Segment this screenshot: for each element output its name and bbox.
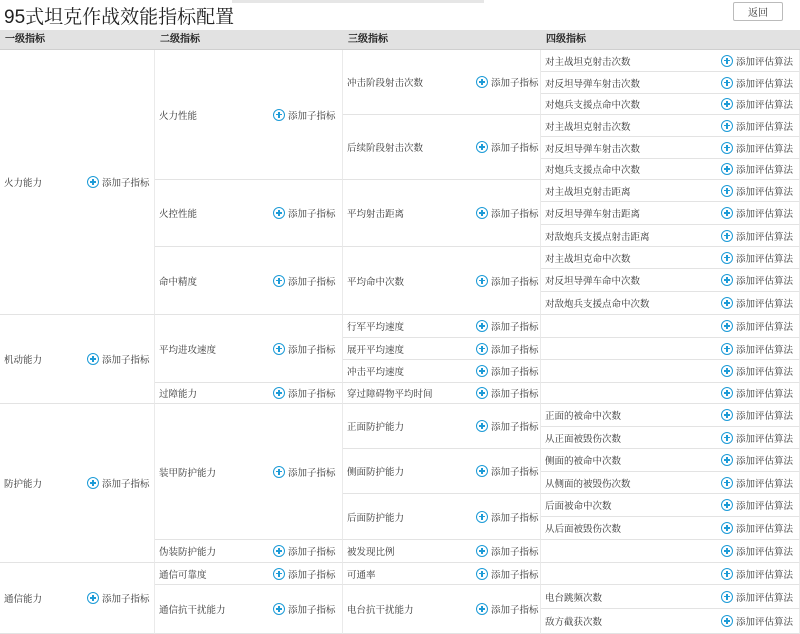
add-button-label: 添加子指标 bbox=[491, 322, 539, 333]
add-algorithm-button[interactable] bbox=[721, 296, 793, 310]
level3-label: 行军平均速度 bbox=[347, 322, 405, 333]
level4-cell bbox=[541, 585, 800, 609]
level2-label: 火控性能 bbox=[159, 209, 198, 220]
top-scroll-indicator bbox=[232, 0, 484, 3]
add-button-label: 添加子指标 bbox=[491, 547, 539, 558]
add-button-label: 添加评估算法 bbox=[736, 299, 794, 310]
plus-circle-icon bbox=[721, 320, 733, 332]
add-button-label: 添加评估算法 bbox=[736, 276, 794, 287]
level3-label: 冲击平均速度 bbox=[347, 367, 405, 378]
add-button-label: 添加评估算法 bbox=[736, 592, 794, 604]
add-button-label: 添加评估算法 bbox=[736, 524, 794, 535]
level4-cell bbox=[541, 517, 800, 540]
plus-circle-icon bbox=[476, 365, 488, 377]
back-button[interactable]: 返回 bbox=[733, 2, 783, 21]
level3-cell bbox=[343, 449, 541, 494]
level2-label: 命中精度 bbox=[159, 276, 198, 288]
add-sub-indicator-button[interactable] bbox=[87, 175, 150, 189]
level1-label: 机动能力 bbox=[4, 355, 43, 366]
plus-circle-icon bbox=[273, 207, 285, 219]
add-sub-indicator-button[interactable] bbox=[87, 591, 150, 605]
header-level4: 四级指标 bbox=[546, 34, 586, 45]
add-algorithm-button[interactable] bbox=[721, 431, 793, 445]
add-button-label: 添加子指标 bbox=[288, 276, 336, 288]
plus-circle-icon bbox=[721, 120, 733, 132]
plus-circle-icon bbox=[721, 477, 733, 489]
level2-cell bbox=[155, 585, 343, 634]
level3-label: 可通率 bbox=[347, 569, 376, 581]
level3-cell bbox=[343, 360, 541, 383]
add-button-label: 添加评估算法 bbox=[736, 253, 794, 265]
level3-cell bbox=[343, 540, 541, 563]
add-algorithm-button[interactable] bbox=[721, 342, 793, 356]
level4-label: 从后面被毁伤次数 bbox=[545, 524, 622, 535]
level3-cell bbox=[343, 180, 541, 247]
level2-cell bbox=[155, 50, 343, 180]
add-button-label: 添加评估算法 bbox=[736, 478, 794, 490]
level2-cell bbox=[155, 383, 343, 404]
header-level2: 二级指标 bbox=[160, 34, 200, 45]
plus-circle-icon bbox=[273, 387, 285, 399]
level4-label: 侧面的被命中次数 bbox=[545, 456, 622, 467]
level2-label: 装甲防护能力 bbox=[159, 467, 217, 479]
add-button-label: 添加子指标 bbox=[491, 276, 539, 288]
level4-cell bbox=[541, 72, 800, 94]
plus-circle-icon bbox=[476, 141, 488, 153]
level3-cell bbox=[343, 383, 541, 404]
level4-label: 对敌炮兵支援点射击距离 bbox=[545, 231, 650, 243]
level3-cell bbox=[343, 315, 541, 338]
plus-circle-icon bbox=[721, 387, 733, 399]
add-button-label: 添加子指标 bbox=[491, 389, 539, 400]
level4-label: 对主战坦克射击次数 bbox=[545, 56, 631, 68]
add-algorithm-button[interactable] bbox=[721, 273, 793, 287]
add-button-label: 添加子指标 bbox=[288, 344, 336, 356]
level4-label: 从正面被毁伤次数 bbox=[545, 433, 622, 445]
add-button-label: 添加评估算法 bbox=[736, 143, 794, 155]
level4-cell bbox=[541, 563, 800, 585]
add-algorithm-button[interactable] bbox=[721, 614, 793, 628]
plus-circle-icon bbox=[476, 387, 488, 399]
add-algorithm-button[interactable] bbox=[721, 453, 793, 467]
add-button-label: 添加子指标 bbox=[102, 355, 150, 366]
level4-label: 对反坦导弹车射击次数 bbox=[545, 78, 641, 90]
plus-circle-icon bbox=[721, 615, 733, 627]
level4-label: 对炮兵支援点命中次数 bbox=[545, 100, 641, 111]
add-algorithm-button[interactable] bbox=[721, 590, 793, 604]
add-button-label: 添加评估算法 bbox=[736, 100, 794, 111]
level4-cell bbox=[541, 494, 800, 517]
level4-label: 对主战坦克命中次数 bbox=[545, 253, 631, 265]
level4-label: 对主战坦克射击次数 bbox=[545, 121, 631, 133]
add-button-label: 添加子指标 bbox=[102, 479, 150, 490]
plus-circle-icon bbox=[476, 207, 488, 219]
add-algorithm-button[interactable] bbox=[721, 319, 793, 333]
plus-circle-icon bbox=[476, 511, 488, 523]
add-algorithm-button[interactable] bbox=[721, 119, 793, 133]
level4-label: 对炮兵支援点命中次数 bbox=[545, 165, 641, 176]
level4-label: 对反坦导弹车命中次数 bbox=[545, 276, 641, 287]
plus-circle-icon bbox=[721, 545, 733, 557]
plus-circle-icon bbox=[476, 343, 488, 355]
level2-cell bbox=[155, 540, 343, 563]
plus-circle-icon bbox=[476, 603, 488, 615]
add-sub-indicator-button[interactable] bbox=[273, 108, 336, 122]
plus-circle-icon bbox=[721, 568, 733, 580]
level2-cell bbox=[155, 247, 343, 315]
plus-circle-icon bbox=[476, 420, 488, 432]
add-sub-indicator-button[interactable] bbox=[476, 364, 539, 378]
add-algorithm-button[interactable] bbox=[721, 184, 793, 198]
plus-circle-icon bbox=[721, 98, 733, 110]
add-button-label: 添加子指标 bbox=[288, 569, 336, 581]
add-button-label: 添加子指标 bbox=[491, 569, 539, 581]
plus-circle-icon bbox=[476, 568, 488, 580]
add-button-label: 添加评估算法 bbox=[736, 231, 794, 243]
add-button-label: 添加子指标 bbox=[491, 143, 539, 154]
add-button-label: 添加子指标 bbox=[491, 367, 539, 378]
add-button-label: 添加评估算法 bbox=[736, 389, 794, 400]
level3-cell bbox=[343, 50, 541, 115]
add-algorithm-button[interactable] bbox=[721, 498, 793, 512]
plus-circle-icon bbox=[273, 109, 285, 121]
level3-label: 后面防护能力 bbox=[347, 512, 405, 524]
level4-label: 对反坦导弹车射击距离 bbox=[545, 209, 641, 220]
level1-cell bbox=[0, 404, 155, 563]
level4-label: 电台跳频次数 bbox=[545, 592, 603, 604]
level2-label: 通信抗干扰能力 bbox=[159, 605, 226, 616]
level4-cell bbox=[541, 540, 800, 563]
plus-circle-icon bbox=[721, 274, 733, 286]
plus-circle-icon bbox=[476, 275, 488, 287]
level1-label: 通信能力 bbox=[4, 594, 43, 605]
add-algorithm-button[interactable] bbox=[721, 544, 793, 558]
add-sub-indicator-button[interactable] bbox=[476, 510, 539, 524]
level3-cell bbox=[343, 338, 541, 360]
add-algorithm-button[interactable] bbox=[721, 141, 793, 155]
add-sub-indicator-button[interactable] bbox=[476, 464, 539, 478]
level4-cell bbox=[541, 159, 800, 180]
level3-cell bbox=[343, 563, 541, 585]
level2-cell bbox=[155, 404, 343, 540]
add-sub-indicator-button[interactable] bbox=[87, 352, 150, 366]
add-button-label: 添加评估算法 bbox=[736, 569, 794, 581]
add-sub-indicator-button[interactable] bbox=[476, 544, 539, 558]
add-button-label: 添加评估算法 bbox=[736, 121, 794, 133]
plus-circle-icon bbox=[721, 343, 733, 355]
add-button-label: 添加子指标 bbox=[288, 389, 336, 400]
add-button-label: 添加子指标 bbox=[491, 209, 539, 220]
level3-cell bbox=[343, 404, 541, 449]
add-algorithm-button[interactable] bbox=[721, 408, 793, 422]
add-sub-indicator-button[interactable] bbox=[476, 319, 539, 333]
add-button-label: 添加子指标 bbox=[491, 467, 539, 478]
page-title: 95式坦克作战效能指标配置 bbox=[4, 7, 235, 28]
level4-cell bbox=[541, 315, 800, 338]
add-button-label: 添加子指标 bbox=[491, 422, 539, 433]
table-header bbox=[0, 30, 800, 50]
level4-cell bbox=[541, 180, 800, 202]
level4-cell bbox=[541, 383, 800, 404]
level4-label: 对反坦导弹车射击次数 bbox=[545, 143, 641, 155]
plus-circle-icon bbox=[721, 297, 733, 309]
add-sub-indicator-button[interactable] bbox=[476, 274, 539, 288]
add-button-label: 添加子指标 bbox=[102, 178, 150, 189]
add-button-label: 添加子指标 bbox=[102, 594, 150, 605]
add-sub-indicator-button[interactable] bbox=[476, 342, 539, 356]
level4-cell bbox=[541, 338, 800, 360]
level1-cell bbox=[0, 563, 155, 634]
level4-label: 正面的被命中次数 bbox=[545, 411, 622, 422]
add-button-label: 添加评估算法 bbox=[736, 78, 794, 90]
level4-cell bbox=[541, 94, 800, 115]
add-algorithm-button[interactable] bbox=[721, 229, 793, 243]
plus-circle-icon bbox=[721, 185, 733, 197]
add-button-label: 添加评估算法 bbox=[736, 344, 794, 356]
level4-cell bbox=[541, 269, 800, 292]
plus-circle-icon bbox=[721, 499, 733, 511]
level4-label: 对敌炮兵支援点命中次数 bbox=[545, 299, 650, 310]
plus-circle-icon bbox=[87, 176, 99, 188]
add-algorithm-button[interactable] bbox=[721, 386, 793, 400]
level3-cell bbox=[343, 247, 541, 315]
plus-circle-icon bbox=[476, 76, 488, 88]
add-sub-indicator-button[interactable] bbox=[476, 386, 539, 400]
level1-cell bbox=[0, 50, 155, 315]
add-algorithm-button[interactable] bbox=[721, 364, 793, 378]
header-level3: 三级指标 bbox=[348, 34, 388, 45]
level4-cell bbox=[541, 609, 800, 634]
level2-label: 过障能力 bbox=[159, 389, 198, 400]
add-algorithm-button[interactable] bbox=[721, 54, 793, 68]
add-algorithm-button[interactable] bbox=[721, 206, 793, 220]
add-sub-indicator-button[interactable] bbox=[273, 602, 336, 616]
add-button-label: 添加评估算法 bbox=[736, 209, 794, 220]
level2-label: 伪装防护能力 bbox=[159, 547, 217, 558]
add-sub-indicator-button[interactable] bbox=[476, 206, 539, 220]
level3-label: 穿过障碍物平均时间 bbox=[347, 389, 433, 400]
level4-label: 对主战坦克射击距离 bbox=[545, 186, 631, 198]
level3-label: 平均射击距离 bbox=[347, 209, 405, 220]
plus-circle-icon bbox=[273, 275, 285, 287]
add-sub-indicator-button[interactable] bbox=[476, 140, 539, 154]
add-sub-indicator-button[interactable] bbox=[273, 567, 336, 581]
add-sub-indicator-button[interactable] bbox=[273, 544, 336, 558]
level4-cell bbox=[541, 115, 800, 137]
add-sub-indicator-button[interactable] bbox=[273, 206, 336, 220]
plus-circle-icon bbox=[721, 207, 733, 219]
add-button-label: 添加评估算法 bbox=[736, 501, 794, 512]
add-button-label: 添加子指标 bbox=[491, 344, 539, 356]
level3-label: 展开平均速度 bbox=[347, 344, 405, 356]
add-button-label: 添加评估算法 bbox=[736, 56, 794, 68]
add-algorithm-button[interactable] bbox=[721, 521, 793, 535]
level3-label: 侧面防护能力 bbox=[347, 467, 405, 478]
level2-cell bbox=[155, 180, 343, 247]
level4-cell bbox=[541, 137, 800, 159]
add-button-label: 添加评估算法 bbox=[736, 186, 794, 198]
add-button-label: 添加子指标 bbox=[491, 78, 539, 89]
add-button-label: 添加子指标 bbox=[288, 110, 336, 122]
plus-circle-icon bbox=[476, 465, 488, 477]
add-sub-indicator-button[interactable] bbox=[273, 342, 336, 356]
add-sub-indicator-button[interactable] bbox=[476, 419, 539, 433]
add-algorithm-button[interactable] bbox=[721, 476, 793, 490]
add-algorithm-button[interactable] bbox=[721, 251, 793, 265]
add-button-label: 添加子指标 bbox=[491, 605, 539, 616]
add-button-label: 添加评估算法 bbox=[736, 367, 794, 378]
add-button-label: 添加子指标 bbox=[288, 209, 336, 220]
add-algorithm-button[interactable] bbox=[721, 162, 793, 176]
add-button-label: 添加子指标 bbox=[491, 512, 539, 524]
add-button-label: 添加子指标 bbox=[288, 547, 336, 558]
level3-label: 电台抗干扰能力 bbox=[347, 605, 414, 616]
add-button-label: 添加评估算法 bbox=[736, 433, 794, 445]
add-sub-indicator-button[interactable] bbox=[476, 75, 539, 89]
level2-label: 火力性能 bbox=[159, 110, 198, 122]
plus-circle-icon bbox=[476, 545, 488, 557]
level3-cell bbox=[343, 585, 541, 634]
plus-circle-icon bbox=[721, 522, 733, 534]
plus-circle-icon bbox=[721, 591, 733, 603]
level3-label: 冲击阶段射击次数 bbox=[347, 78, 424, 89]
plus-circle-icon bbox=[721, 142, 733, 154]
plus-circle-icon bbox=[721, 163, 733, 175]
plus-circle-icon bbox=[721, 230, 733, 242]
add-button-label: 添加子指标 bbox=[288, 605, 336, 616]
plus-circle-icon bbox=[721, 365, 733, 377]
add-algorithm-button[interactable] bbox=[721, 567, 793, 581]
level4-cell bbox=[541, 202, 800, 225]
level4-cell bbox=[541, 404, 800, 427]
add-button-label: 添加评估算法 bbox=[736, 322, 794, 333]
plus-circle-icon bbox=[273, 343, 285, 355]
level4-cell bbox=[541, 247, 800, 269]
level4-cell bbox=[541, 427, 800, 449]
level3-cell bbox=[343, 115, 541, 180]
plus-circle-icon bbox=[721, 432, 733, 444]
plus-circle-icon bbox=[721, 454, 733, 466]
add-button-label: 添加评估算法 bbox=[736, 547, 794, 558]
add-sub-indicator-button[interactable] bbox=[87, 476, 150, 490]
level1-cell bbox=[0, 315, 155, 404]
level4-cell bbox=[541, 50, 800, 72]
add-button-label: 添加评估算法 bbox=[736, 456, 794, 467]
add-button-label: 添加评估算法 bbox=[736, 411, 794, 422]
level4-cell bbox=[541, 360, 800, 383]
level2-label: 平均进攻速度 bbox=[159, 344, 217, 356]
plus-circle-icon bbox=[721, 252, 733, 264]
plus-circle-icon bbox=[87, 592, 99, 604]
plus-circle-icon bbox=[721, 55, 733, 67]
level1-label: 火力能力 bbox=[4, 178, 43, 189]
level4-cell bbox=[541, 472, 800, 494]
plus-circle-icon bbox=[87, 353, 99, 365]
level3-label: 被发现比例 bbox=[347, 547, 395, 558]
header-level1: 一级指标 bbox=[5, 34, 45, 45]
level4-label: 后面被命中次数 bbox=[545, 501, 612, 512]
add-sub-indicator-button[interactable] bbox=[273, 386, 336, 400]
level3-label: 平均命中次数 bbox=[347, 276, 405, 288]
plus-circle-icon bbox=[476, 320, 488, 332]
level2-label: 通信可靠度 bbox=[159, 569, 207, 581]
level4-cell bbox=[541, 292, 800, 315]
add-button-label: 添加评估算法 bbox=[736, 165, 794, 176]
level1-label: 防护能力 bbox=[4, 479, 43, 490]
plus-circle-icon bbox=[273, 545, 285, 557]
plus-circle-icon bbox=[721, 77, 733, 89]
add-sub-indicator-button[interactable] bbox=[476, 602, 539, 616]
plus-circle-icon bbox=[273, 568, 285, 580]
plus-circle-icon bbox=[273, 603, 285, 615]
level2-cell bbox=[155, 563, 343, 585]
plus-circle-icon bbox=[87, 477, 99, 489]
add-algorithm-button[interactable] bbox=[721, 76, 793, 90]
add-button-label: 添加评估算法 bbox=[736, 617, 794, 628]
plus-circle-icon bbox=[721, 409, 733, 421]
add-button-label: 添加子指标 bbox=[288, 467, 336, 479]
level4-cell bbox=[541, 225, 800, 247]
plus-circle-icon bbox=[273, 466, 285, 478]
level4-label: 从侧面的被毁伤次数 bbox=[545, 478, 631, 490]
add-sub-indicator-button[interactable] bbox=[273, 465, 336, 479]
add-sub-indicator-button[interactable] bbox=[273, 274, 336, 288]
add-sub-indicator-button[interactable] bbox=[476, 567, 539, 581]
level2-cell bbox=[155, 315, 343, 383]
level4-cell bbox=[541, 449, 800, 472]
level3-cell bbox=[343, 494, 541, 540]
add-algorithm-button[interactable] bbox=[721, 97, 793, 111]
level4-label: 敌方截获次数 bbox=[545, 617, 603, 628]
level3-label: 后续阶段射击次数 bbox=[347, 143, 424, 154]
level3-label: 正面防护能力 bbox=[347, 422, 405, 433]
